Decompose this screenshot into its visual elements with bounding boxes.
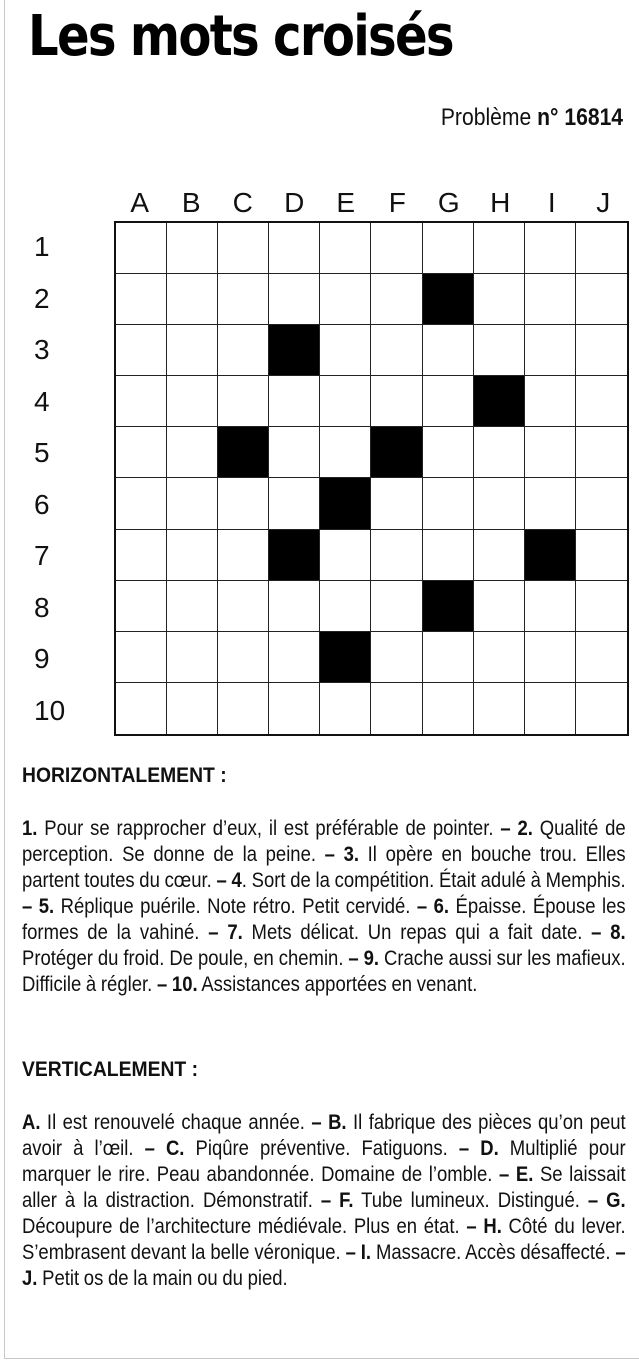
clue-separator: – — [199, 921, 228, 944]
grid-cell[interactable] — [167, 223, 218, 274]
grid-cell[interactable] — [371, 581, 422, 632]
row-number: 6 — [34, 488, 50, 520]
grid-cell[interactable] — [576, 376, 627, 427]
clue-label: H. — [483, 1215, 502, 1238]
black-cell — [423, 581, 474, 632]
column-letter: E — [336, 187, 356, 218]
clue-separator: – — [304, 1111, 329, 1134]
clue-label: J. — [22, 1267, 38, 1290]
grid-cell[interactable] — [474, 478, 525, 529]
clue-text: Massacre. Accès désaffecté. — [376, 1241, 611, 1264]
grid-cell[interactable] — [269, 683, 320, 734]
grid-cell[interactable] — [423, 223, 474, 274]
column-letter: I — [547, 187, 556, 218]
grid-cell[interactable] — [423, 427, 474, 478]
grid-cell[interactable] — [167, 325, 218, 376]
grid-cell[interactable] — [320, 325, 371, 376]
grid-cell[interactable] — [525, 683, 576, 734]
clue-text: Piqûre préventive. Fatiguons. — [195, 1137, 448, 1160]
clue-separator: – — [316, 843, 344, 866]
column-letter: B — [181, 187, 201, 218]
column-letter: A — [130, 187, 150, 218]
clue-label: 1. — [22, 817, 38, 840]
grid-cell[interactable] — [576, 581, 627, 632]
vertical-clues — [22, 1110, 626, 1292]
grid-cell[interactable] — [218, 478, 269, 529]
grid-cell[interactable] — [423, 530, 474, 581]
clue-label: 9. — [363, 947, 380, 970]
clue-label: G. — [606, 1189, 626, 1212]
vertical-heading: VERTICALEMENT : — [22, 1058, 199, 1081]
grid-cell[interactable] — [525, 478, 576, 529]
clue-label: 2. — [517, 817, 533, 840]
grid-cell[interactable] — [269, 478, 320, 529]
grid-cell[interactable] — [167, 427, 218, 478]
grid-cell[interactable] — [116, 530, 167, 581]
black-cell — [371, 427, 422, 478]
page-title: Les mots croisés — [28, 4, 453, 69]
clue-label: B. — [328, 1111, 347, 1134]
grid-cell[interactable] — [474, 530, 525, 581]
grid-cell[interactable] — [269, 581, 320, 632]
clue-label: 3. — [343, 843, 360, 866]
grid-cell[interactable] — [218, 581, 269, 632]
clue-label: F. — [339, 1189, 354, 1212]
grid-cell[interactable] — [269, 223, 320, 274]
crossword-grid — [114, 221, 629, 736]
row-number: 7 — [34, 540, 50, 571]
grid-cell[interactable] — [320, 530, 371, 581]
clue-text: Côté du lever. S’embrasent devant la belle véronique. — [22, 1215, 626, 1264]
grid-cell[interactable] — [116, 632, 167, 683]
grid-cell[interactable] — [576, 325, 627, 376]
grid-cell[interactable] — [320, 274, 371, 325]
clue-separator: – — [211, 869, 232, 892]
grid-cell[interactable] — [116, 683, 167, 734]
grid-cell[interactable] — [423, 632, 474, 683]
grid-cell[interactable] — [371, 478, 422, 529]
grid-cell[interactable] — [423, 478, 474, 529]
grid-cell[interactable] — [423, 376, 474, 427]
clue-separator: – — [459, 1215, 484, 1238]
clue-separator: – — [152, 973, 172, 996]
row-number: 9 — [34, 643, 50, 674]
column-letter: C — [232, 187, 253, 218]
row-number: 8 — [34, 591, 50, 623]
black-cell — [269, 530, 320, 581]
grid-cell[interactable] — [525, 325, 576, 376]
grid-cell[interactable] — [371, 223, 422, 274]
clue-separator: – — [410, 895, 434, 918]
clue-separator: – — [610, 1241, 626, 1264]
row-number: 3 — [34, 334, 50, 365]
clue-text: Découpure de l’architecture médiévale. Plus en état. — [22, 1215, 460, 1238]
row-numbers — [22, 221, 82, 736]
clue-label: 8. — [610, 921, 626, 944]
grid-cell[interactable] — [576, 632, 627, 683]
grid-cell[interactable] — [218, 376, 269, 427]
grid-cell[interactable] — [116, 478, 167, 529]
grid-cell[interactable] — [218, 632, 269, 683]
clue-separator: – — [312, 1189, 340, 1212]
black-cell — [269, 325, 320, 376]
clue-label: I. — [360, 1241, 372, 1264]
grid-cell[interactable] — [576, 530, 627, 581]
grid-cell[interactable] — [525, 274, 576, 325]
clue-label: 5. — [38, 895, 55, 918]
clue-separator: – — [133, 1137, 166, 1160]
grid-cell[interactable] — [423, 683, 474, 734]
grid-cell[interactable] — [269, 376, 320, 427]
horizontal-clues — [22, 816, 626, 998]
bottom-border-rule — [4, 1358, 639, 1359]
row-number: 4 — [34, 385, 50, 417]
grid-cell[interactable] — [474, 325, 525, 376]
grid-cell[interactable] — [474, 427, 525, 478]
grid-cell[interactable] — [371, 632, 422, 683]
problem-number — [441, 104, 623, 132]
problem-number-value: n° 16814 — [537, 104, 623, 131]
grid-cell[interactable] — [218, 223, 269, 274]
clue-separator: – — [493, 817, 518, 840]
clue-text: Protéger du froid. De poule, en chemin. — [22, 947, 344, 970]
column-letter: H — [490, 187, 511, 218]
clue-label: 10. — [171, 973, 198, 996]
grid-cell[interactable] — [320, 376, 371, 427]
grid-cell[interactable] — [576, 478, 627, 529]
grid-cell[interactable] — [167, 632, 218, 683]
row-number: 5 — [34, 437, 50, 468]
black-cell — [320, 478, 371, 529]
clue-separator: – — [447, 1137, 481, 1160]
row-number: 1 — [34, 231, 50, 262]
clue-separator: – — [492, 1163, 516, 1186]
grid-cell[interactable] — [576, 274, 627, 325]
clue-label: 6. — [433, 895, 450, 918]
grid-cell[interactable] — [371, 325, 422, 376]
clue-text: Tube lumineux. Distingué. — [361, 1189, 580, 1212]
grid-cell[interactable] — [474, 683, 525, 734]
grid-cell[interactable] — [116, 376, 167, 427]
clue-label: E. — [515, 1163, 534, 1186]
column-letter: F — [388, 187, 406, 218]
clue-text: Pour se rapprocher d’eux, il est préférable de pointer. — [44, 817, 494, 840]
grid-cell[interactable] — [167, 376, 218, 427]
grid-cell[interactable] — [116, 223, 167, 274]
clue-text: Assistances apportées en venant. — [201, 973, 478, 996]
grid-cell[interactable] — [474, 632, 525, 683]
grid-cell[interactable] — [320, 683, 371, 734]
clue-separator: – — [22, 895, 39, 918]
grid-cell[interactable] — [525, 581, 576, 632]
black-cell — [423, 274, 474, 325]
grid-cell[interactable] — [371, 376, 422, 427]
clue-text: Il fabrique des pièces qu’on peut avoir à l’œil. — [22, 1111, 626, 1160]
grid-cell[interactable] — [525, 376, 576, 427]
grid-cell[interactable] — [525, 427, 576, 478]
row-number: 10 — [34, 694, 66, 726]
grid-cell[interactable] — [116, 325, 167, 376]
grid-cell[interactable] — [474, 223, 525, 274]
black-cell — [474, 376, 525, 427]
grid-cell[interactable] — [371, 530, 422, 581]
clue-text: Il est renouvelé chaque année. — [46, 1111, 305, 1134]
black-cell — [320, 632, 371, 683]
grid-cell[interactable] — [218, 683, 269, 734]
column-letter: J — [596, 187, 611, 218]
clue-separator: – — [579, 1189, 607, 1212]
clue-text: Qualité de perception. Se donne de la peine. — [22, 817, 626, 866]
clue-separator: – — [343, 947, 364, 970]
clue-text: Épaisse. Épouse les formes de la vahiné. — [22, 895, 626, 944]
grid-cell[interactable] — [167, 478, 218, 529]
grid-cell[interactable] — [269, 427, 320, 478]
grid-cell[interactable] — [167, 274, 218, 325]
clue-label: 4 — [231, 869, 242, 892]
grid-cell[interactable] — [320, 581, 371, 632]
grid-cell[interactable] — [576, 223, 627, 274]
grid-cell[interactable] — [167, 530, 218, 581]
grid-cell[interactable] — [218, 325, 269, 376]
grid-cell[interactable] — [576, 683, 627, 734]
clue-label: D. — [480, 1137, 499, 1160]
grid-cell[interactable] — [320, 223, 371, 274]
clue-text: Mets délicat. Un repas qui a fait date. — [251, 921, 583, 944]
column-letter: G — [437, 187, 460, 218]
grid-cell[interactable] — [269, 632, 320, 683]
black-cell — [525, 530, 576, 581]
grid-cell[interactable] — [525, 632, 576, 683]
clue-text: Il opère en bouche trou. Elles partent toutes du cœur. — [22, 843, 626, 892]
grid-cell[interactable] — [525, 223, 576, 274]
clue-text: . Sort de la compétition. Était adulé à Memphis. — [241, 869, 626, 892]
grid-cell[interactable] — [576, 427, 627, 478]
grid-cell[interactable] — [320, 427, 371, 478]
clue-text: Se laissait aller à la distraction. Démonstratif. — [22, 1163, 626, 1212]
grid-cell[interactable] — [167, 683, 218, 734]
grid-cell[interactable] — [116, 581, 167, 632]
column-letter: D — [284, 187, 305, 218]
clue-label: A. — [22, 1111, 41, 1134]
grid-cell[interactable] — [474, 274, 525, 325]
black-cell — [218, 427, 269, 478]
grid-cell[interactable] — [167, 581, 218, 632]
clue-label: C. — [165, 1137, 185, 1160]
grid-cell[interactable] — [371, 683, 422, 734]
clue-label: 7. — [227, 921, 243, 944]
clue-text: Multiplié pour marquer le rire. Peau abandonnée. Domaine de l’omble. — [22, 1137, 626, 1186]
grid-cell[interactable] — [423, 325, 474, 376]
grid-cell[interactable] — [218, 530, 269, 581]
grid-cell[interactable] — [116, 274, 167, 325]
grid-cell[interactable] — [116, 427, 167, 478]
left-border-rule — [4, 0, 5, 1358]
horizontal-heading: HORIZONTALEMENT : — [22, 764, 227, 787]
column-letters — [114, 186, 629, 220]
clue-separator: – — [340, 1241, 361, 1264]
problem-prefix: Problème — [440, 104, 532, 131]
grid-cell[interactable] — [269, 274, 320, 325]
clue-separator: – — [582, 921, 611, 944]
clue-text: Crache aussi sur les mafieux. Difficile à régler. — [22, 947, 626, 996]
clue-text: Réplique puérile. Note rétro. Petit cervidé. — [60, 895, 411, 918]
clue-text: Petit os de la main ou du pied. — [42, 1267, 288, 1290]
row-number: 2 — [34, 282, 50, 314]
grid-cell[interactable] — [371, 274, 422, 325]
grid-cell[interactable] — [474, 581, 525, 632]
grid-cell[interactable] — [218, 274, 269, 325]
